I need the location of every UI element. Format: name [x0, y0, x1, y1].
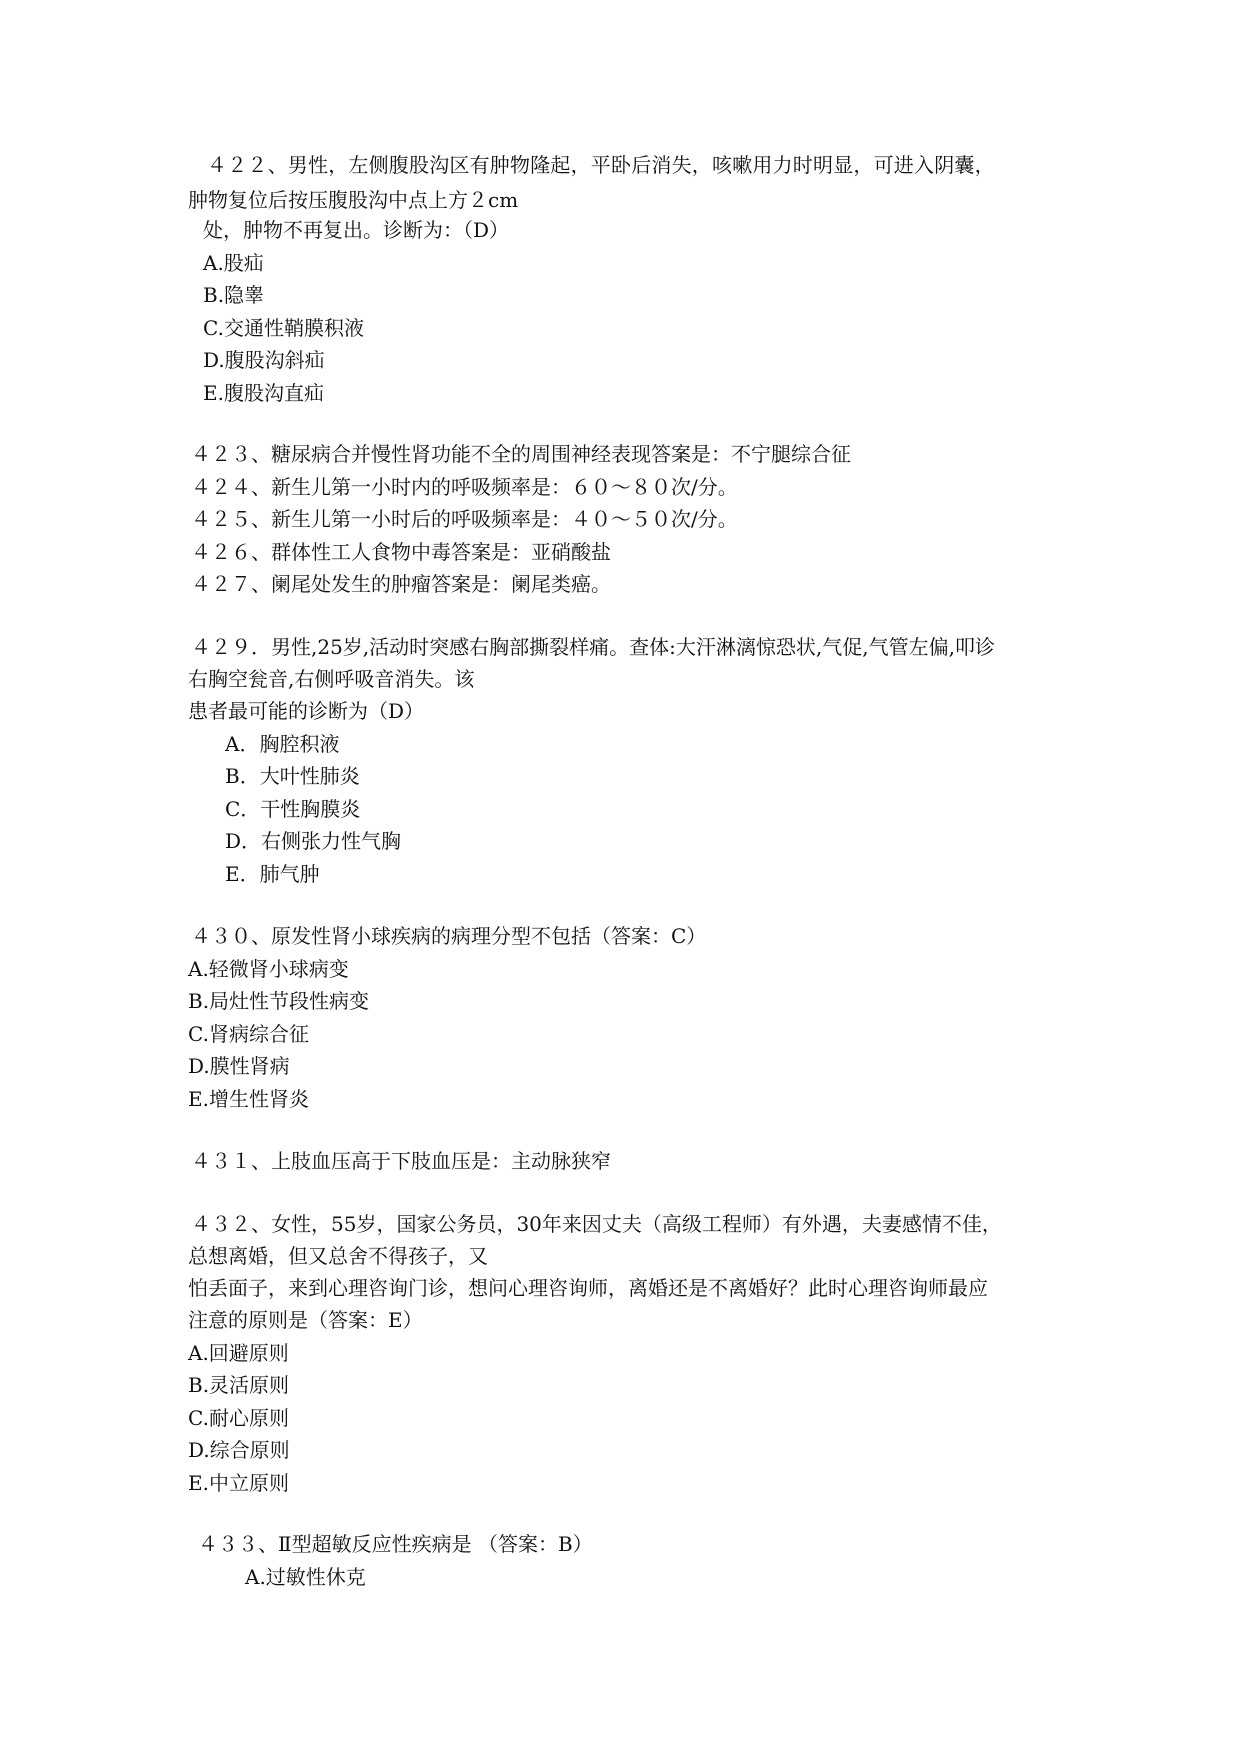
q422-line-3: 处，肿物不再复出。诊断为：（D） [203, 218, 510, 242]
q422-line-1: ４２２、男性，左侧腹股沟区有肿物隆起，平卧后消失，咳嗽用力时明显，可进入阴囊， [207, 153, 995, 177]
q423-fact: ４２３、糖尿病合并慢性肾功能不全的周围神经表现答案是：不宁腿综合征 [191, 442, 851, 466]
q432-line-1: ４３２、女性，55岁，国家公务员，30年来因丈夫（高级工程师）有外遇，夫妻感情不佳， [191, 1212, 1002, 1236]
q429-option-b: B．大叶性肺炎 [225, 764, 360, 788]
q432-option-c: C.耐心原则 [188, 1406, 289, 1430]
q430-option-a: A.轻微肾小球病变 [188, 957, 349, 981]
q430-option-e: E.增生性肾炎 [188, 1087, 309, 1111]
q424-fact: ４２４、新生儿第一小时内的呼吸频率是：６０～８０次/分。 [191, 475, 738, 499]
q422-line-2: 肿物复位后按压腹股沟中点上方２cm [188, 188, 519, 212]
q429-option-d: D．右侧张力性气胸 [225, 829, 402, 853]
q422-option-b: B.隐睾 [203, 283, 265, 307]
q422-option-d: D.腹股沟斜疝 [203, 348, 325, 372]
q432-option-a: A.回避原则 [188, 1341, 289, 1365]
q429-option-e: E．肺气肿 [225, 862, 320, 886]
q430-option-b: B.局灶性节段性病变 [188, 989, 370, 1013]
q432-option-b: B.灵活原则 [188, 1373, 290, 1397]
q429-option-a: A．胸腔积液 [225, 732, 340, 756]
q433-option-a: A.过敏性休克 [245, 1565, 366, 1589]
q427-fact: ４２７、阑尾处发生的肿瘤答案是：阑尾类癌。 [191, 572, 611, 596]
q422-option-e: E.腹股沟直疝 [203, 381, 324, 405]
q429-line-3: 患者最可能的诊断为（D） [188, 699, 425, 723]
q426-fact: ４２６、群体性工人食物中毒答案是：亚硝酸盐 [191, 540, 611, 564]
q432-line-2: 总想离婚，但又总舍不得孩子，又 [188, 1244, 488, 1268]
q430-option-d: D.膜性肾病 [188, 1054, 290, 1078]
q433-line-1: ４３３、Ⅱ型超敏反应性疾病是 （答案：B） [198, 1532, 593, 1556]
q425-fact: ４２５、新生儿第一小时后的呼吸频率是：４０～５０次/分。 [191, 507, 738, 531]
q429-option-c: C．干性胸膜炎 [225, 797, 361, 821]
q430-option-c: C.肾病综合征 [188, 1022, 309, 1046]
q430-line-1: ４３０、原发性肾小球疾病的病理分型不包括（答案：C） [191, 924, 707, 948]
q432-line-3: 怕丢面子，来到心理咨询门诊，想问心理咨询师，离婚还是不离婚好？此时心理咨询师最应 [188, 1276, 988, 1300]
q432-option-e: E.中立原则 [188, 1471, 289, 1495]
q431-fact: ４３１、上肢血压高于下肢血压是：主动脉狭窄 [191, 1149, 611, 1173]
q429-line-1: ４２９．男性,25岁,活动时突感右胸部撕裂样痛。查体:大汗淋漓惊恐状,气促,气管左偏,叩诊 [191, 635, 995, 659]
q432-option-d: D.综合原则 [188, 1438, 290, 1462]
q422-option-a: A.股疝 [203, 251, 264, 275]
q422-option-c: C.交通性鞘膜积液 [203, 316, 364, 340]
q432-line-4: 注意的原则是（答案：E） [188, 1308, 423, 1332]
q429-line-2: 右胸空瓮音,右侧呼吸音消失。该 [188, 667, 475, 691]
